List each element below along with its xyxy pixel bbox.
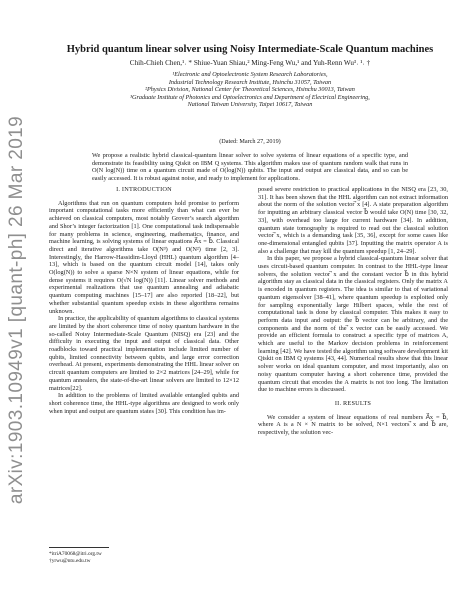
body-paragraph: In practice, the applicability of quantum algorithms to classical systems are limited by the short coherence time of noisy quantum hardware in the so-called Noisy Intermediate-Scale Quantum (NISQ) era [23] and the difficulty in executing the input and output of classical data. Other roadblocks toward practical implementation include limited number of qubits, limited connectivity between qubits, and large error correction overhead. At present, experiments demonstrating the HHL linear solver on circuit quantum computers are limited to 2×2 matrices [24–29], while for quantum annealers, the state-of-the-art linear solvers are limited to 12×12 matrices[22]. [49, 315, 239, 392]
affiliation-line: ²Physics Division, National Center for Theoretical Sciences, Hsinchu 30013, Taiwan [145, 86, 355, 94]
body-paragraph: We consider a system of linear equations of real numbers A⃗x = b⃗, where A is a N × N matrix to be solved, N×1 vectors ⃗x and b⃗ are, respectively, the solution vec- [258, 413, 448, 437]
author-list: Chih-Chieh Chen,¹˒ * Shiue-Yuan Shiau,² Ming-Feng Wu,¹ and Yuh-Renn Wu³˒ ¹˒ † [129, 59, 371, 67]
section-heading-introduction: I. INTRODUCTION [116, 186, 172, 193]
footnote-rule [49, 547, 109, 548]
footnote-email: *itriA70068@itri.org.tw [49, 551, 102, 557]
affiliation-line: Industrial Technology Research Institute, Hsinchu 31057, Taiwan [168, 78, 332, 86]
body-paragraph: posed severe restriction to practical applications in the NISQ era [23, 30, 31]. It has been shown that the HHL algorithm can not extract information about the norm of the solution vector ⃗x [4]. A state preparation algorithm for inputting an arbitrary classical vector b⃗ would take O(N) time [30, 32, 33], with overhead too large for current hardware [34]. In addition, quantum state tomography is required to read out the classical solution vector ⃗x, which is a demanding task [35, 36], except for some cases like one-dimensional entangled qubits [37]. Inputting the matrix operator A is also a challenge that may kill the quantum speedup [1, 24–29]. [258, 186, 448, 255]
affiliation-line: National Taiwan University, Taipei 10617, Taiwan [187, 101, 313, 109]
paper-title: Hybrid quantum linear solver using Noisy Intermediate-Scale Quantum machines [66, 44, 434, 55]
affiliation-line: ¹Electronic and Optoelectronic System Research Laboratories, [172, 71, 328, 78]
date-line: (Dated: March 27, 2019) [219, 138, 281, 145]
body-paragraph: Algorithms that run on quantum computers hold promise to perform important computational tasks more efficiently than what can ever be achieved on classical computers, most notably Grover’s search algorithm and Shor’s integer factorization [1]. One computational task indispensable for many problems in science, engineering, mathematics, finance, and machine learning, is solving systems of linear equations A⃗x = b⃗. Classical direct and iterative algorithms take O(N³) and O(N²) time [2, 3]. Interestingly, the Harrow-Hassidim-Lloyd (HHL) quantum algorithm [4–13], which is based on the quantum circuit model [14], takes only O(log(N)) to solve a sparse N×N system of linear equations, while for dense systems it requires O(√N log(N)) [11]. Linear solver methods and experimental realizations that use quantum annealing and adiabatic quantum computing machines [15–17] are also reported [18–22], but whether substantial quantum speedup exists in these algorithms remains unknown. [49, 199, 239, 315]
body-paragraph: In this paper, we propose a hybrid classical-quantum linear solver that uses circuit-based quantum computer. In contrast to the HHL-type linear solvers, the solution vector ⃗x and the constant vector b⃗ in this hybrid algorithm stay as classical data in the classical registers. Only the matrix A is encoded in quantum registers. The idea is similar to that of variational quantum eigensolver [38–41], where quantum speedup is exploited only for sampling exponentially large Hilbert spaces, while the rest of computational task is done by classical computer. This makes it easy to perform data input and output: the b⃗ vector can be arbitrary, and the components and the norm of the ⃗x vector can be easily accessed. We provide an efficient formula to construct a specific type of matrices A, which are useful to the Markov decision problems in reinforcement learning [42]. We have tested the algorithm using software development kit Qiskit on IBM Q systems [43, 44]. Numerical results show that this linear solver works on ideal quantum computer, and most importantly, also on noisy quantum computer having a short coherence time, provided the quantum circuit that encodes the A matrix is not too long. The limitation due to machine errors is discussed. [258, 255, 448, 394]
abstract: We propose a realistic hybrid classical-quantum linear solver to solve systems of linear equations of a specific type, and demonstrate its feasibility using Qiskit on IBM Q systems. This algorithm makes use of quantum random walk that runs in O(N log(N)) time on a quantum circuit made of O(log(N)) qubits. The input and output are classical data, and so can be easily accessed. It is robust against noise, and ready to implement for applications. [92, 152, 408, 182]
left-column [49, 186, 239, 415]
affiliation-line: ³Graduate Institute of Photonics and Optoelectronics and Department of Electrical Engineering, [130, 93, 370, 101]
footnote-email: †yrwu@ntu.edu.tw [49, 558, 91, 564]
arxiv-stamp: arXiv:1903.10949v1 [quant-ph] 26 Mar 2019 [6, 115, 27, 505]
affiliations [40, 71, 460, 109]
body-paragraph: In addition to the problems of limited available entangled qubits and short coherence time, the HHL-type algorithms are designed to work only when input and output are quantum states [30]. This condition has im- [49, 392, 239, 415]
section-heading-results: II. RESULTS [334, 399, 372, 407]
right-column [258, 186, 448, 437]
footnotes [49, 547, 239, 565]
